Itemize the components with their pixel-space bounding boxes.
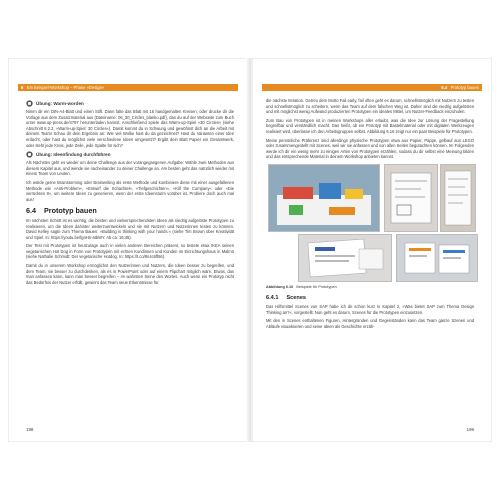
body-paragraph: Mit den in Scenes enthaltenen Figuren, Hintergründen und Gegenständen kann das Team ganze Szenen und Abläufe visualisieren und seine Ideen als Geschichte erzäh- — [266, 318, 474, 329]
right-header-number: 6.4 — [441, 85, 448, 90]
prototype-figure — [266, 164, 474, 282]
left-header-title: Ein Beispiel-Workshop – Phase »Design« — [26, 85, 105, 90]
page-number: 199 — [466, 427, 474, 432]
exercise-text: Nimm dir ein DIN-A4-Blatt und einen Stift. Dann falte das Blatt mit 16 handgemalten Kreisen, oder drucke dir die Vorlage aus dem Zusatzmaterial aus (Dateiname: 06_30_Circles_blanko.pdf), das du auf der Webseite zum Buch unter www.up-press.de/4797 herunterladen kannst. Anschließend spiele das Warm-up-Spiel »30 Circles« (siehe Abschnitt 6.2.2, »Warm-up-Spiel: 30 Circles«). Damit kommt du in Schwung und gewöhnst dich an die Arbeit mit deinem Team! Schau dir dein Ergebnis an: Wie viel Wolke hast du da gezeichnet? Hast du Varianten einer Idee erdacht, oder hast du möglichst viele verschiedene Ideen umgesetzt? Ergibt dein Blatt Papier ein Gesamtwerk, oder steht jede Kreis, jede Zeile, jede Spalte für sich? — [26, 109, 234, 148]
exercise-heading — [26, 151, 234, 158]
section-number: 6.4 — [26, 206, 36, 216]
subsection-title: Scenes — [286, 294, 307, 301]
book-spread — [0, 58, 500, 442]
body-paragraph: Zum Bau von Prototypen ist in meinen Workshops aller erlaubt, was die Idee zur Lösung der Fragestellung begreifbar und verständlich macht. Das heißt, ob ein Prototyp mit Bastelmaterial oder mit digitalen Werkzeugen realisiert wird, überlasse ich den Arbeitsgruppen selbst. Abbildung 6.16 zeigt nur ein paar Beispiele für Prototypen. — [266, 117, 474, 134]
section-heading — [26, 208, 234, 214]
body-paragraph: Der Test mit Prototypen ist heutzutage auch in vielen anderen Bereichen präsent, so testete etwa IKEA seinen vegetarischen Hot Dog in Form von Prototypen mit echten Kundinnen und Kunden im Einrichtungshaus in Malmö (siehe Nathalie Schmidt: Der vegetarische Hotdog. In: https://t.co/8n4c6ff66). — [26, 243, 234, 260]
paper-prototype-image — [385, 165, 437, 231]
exercise-icon — [26, 100, 33, 107]
prototype-photo-sketch — [440, 164, 476, 232]
exercise-icon — [26, 151, 33, 158]
section-title: Prototyp bauen — [44, 206, 97, 216]
subsection-heading — [266, 296, 474, 302]
exercise-text: Als Nächstes geht es wieder um deine Challenge aus der vorangegangenen Aufgabe: Wähle zwei Methoden aus diesem Kapitel aus, und wende sie nacheinander zu deiner Challenge an. Am besten geht das natürlich wieder mit einem Team von Leuten. — [26, 160, 234, 177]
figure-caption — [266, 285, 474, 291]
right-page-header — [262, 84, 482, 91]
mockup-prototype-image — [299, 235, 391, 281]
exercise-text: Ich würde gerne Brainstorming oder Brainwriting als erste Methode und kombiniere diese mit einer ausgefallenen Methode wie »Anti-Problem«, »Entwirf die Schachtel«, »Tiefgeschichten«, »Kill the Company« oder »Die verrückten 8«, um weitere Ideen zu generieren, wenn der erste Ideensturm vorüber ist. Probiere doch auch mal aus! — [26, 179, 234, 202]
body-paragraph: Meine persönliche Präferenz sind allerdings physische Prototypen etwa aus Papier, Pappe, gelbauf aus LEGO oder zusammengestellt mit Scenes, weil wir sie anfassen und von allen Seiten begutachten können. Im Folgenden werde ich dir ein wenig mehr zu einigen Arten von Prototypen erzählen, sodass du dir selbst eine Meinung bilden und das entsprechende Material in deinem Workshop anbieten kannst. — [266, 137, 474, 160]
lego-scene-image — [269, 165, 379, 231]
left-header-number: 6 — [21, 85, 24, 90]
prototype-photo-lego — [268, 164, 380, 232]
prototype-photo-paper — [384, 164, 438, 232]
sketch-prototype-image — [441, 165, 475, 231]
exercise-heading — [26, 100, 234, 107]
exercise-title: Übung: Warm-worden — [36, 100, 84, 106]
left-page-header — [18, 84, 238, 91]
left-page-content — [26, 98, 234, 288]
right-page-content — [266, 98, 474, 333]
subsection-number: 6.4.1 — [266, 294, 279, 301]
caption-text: Beispiele für Prototypen — [296, 284, 337, 289]
page-number: 198 — [26, 427, 34, 432]
right-header-title: Prototyp bauen — [450, 85, 479, 90]
body-paragraph: Damit du in unserem Workshop ermöglichst den Nutzerinnen und Nutzern, die Ideen besser zu begreifen, und dem Team, sie besser zu durchdenken, als es in PowerPoint oder auf einem Flipchart möglich wäre. Etwas, das man anfassen kann, kann man besser begreifen – im wahrsten Sinne des Wortes. Auch wenn ein Prototyp nicht das Bedürfnis der Nutzer erfüllt, gewinnt das Team neue Erkenntnisse für — [26, 263, 234, 285]
body-paragraph: Im nächsten Schritt ist es wichtig, die besten und vielversprechendsten Ideen als niedrig aufgelöste Prototypen zu realisieren, um die Ideen dahinter weiterzuentwickeln und sie mit Nutzern und Nutzerinnen testen zu können. David Kelley sagte zum Thema Bauen: »Building is thinking with your hands.« (siehe Tim Brown über Kreativität und Spiel. In: https://youtu.be/fgnHn-aIbWY. Ab ca. 16:45). — [26, 217, 234, 240]
prototype-photo-screens — [396, 234, 478, 282]
left-page — [8, 58, 248, 442]
body-paragraph: Das Hilfsmittel Scenes von SAP habe ich dir schon kurz in Kapitel 2, »Was bietet SAP zum Thema Design Thinking an?«, vorgestellt. Nun geht es darum, Scenes für die Prototypen einzusetzen. — [266, 304, 474, 315]
exercise-title: Übung: Ideenfindung durchführen — [36, 151, 111, 157]
prototype-photo-mockup — [298, 234, 392, 282]
caption-label: Abbildung 6.16 — [266, 284, 294, 289]
right-page — [252, 58, 492, 442]
screens-prototype-image — [397, 235, 477, 281]
body-paragraph: die nächste Iteration. Getreu dem Motto Fail early, fail often geht es darum, schnellstmöglich mit Nutzern zu testen und schnellstmöglich zu scheitern, wenn das Team auf dem falschen Weg ist. Daher sind die niedrig aufgelösten und mit möglichst wenig Aufwand produzierten Prototypen ein ideales Mittel, um Nutzer-Feedback einzuholen. — [266, 98, 474, 115]
